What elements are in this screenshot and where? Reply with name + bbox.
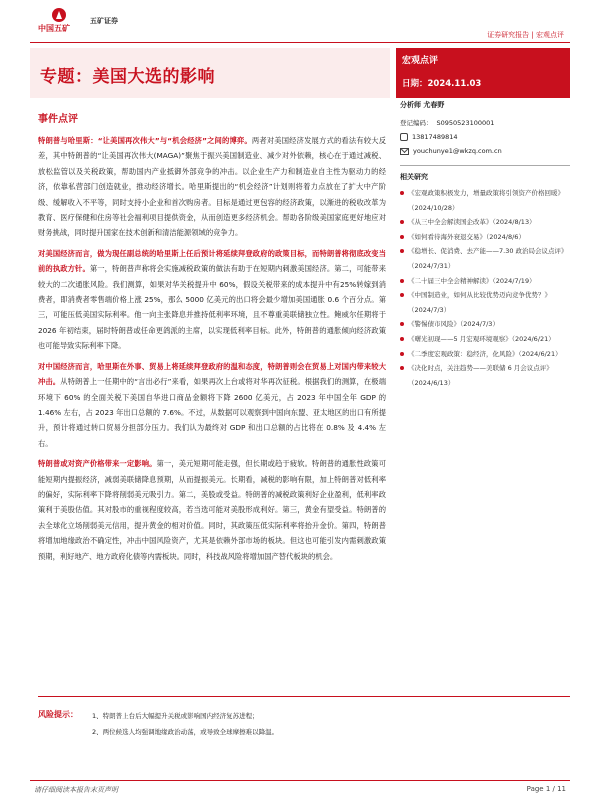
paragraph-text: 从特朗普上一任期中的“言出必行”来看，如果再次上台或将对华再次征税。根据我们的测算，在极端环境下 60% 的全面关税下美国自华进口商品金额将下降 2600 亿美元，占 2023 年中国全年 GDP 的 1.46% 左右，占 2023 年出口总额的 7.6%。不过，从数据可以观察到中国向东盟、亚太地区的出口有所提升，预计将通过转口贸易分担部分压力。我们认为最终对 GDP 和出口总额的占比将在 0.8% 及 4.4% 左右。 (38, 377, 387, 448)
related-item[interactable]: 《二季度宏观政策：稳经济，化风险》（2024/6/21） (400, 347, 570, 362)
paragraph (38, 359, 386, 451)
risk-item: 1、特朗普上台后大幅提升关税或影响国内经济复苏进程； (92, 712, 259, 720)
related-item[interactable]: 《从三中全会解读国企改革》（2024/8/13） (400, 215, 570, 230)
report-date (402, 77, 481, 89)
footer-disclaimer: 请仔细阅读本报告末页声明 (34, 786, 118, 794)
report-category: 宏观点评 (402, 56, 439, 66)
related-list (400, 186, 570, 390)
risk-section (38, 696, 570, 740)
related-item[interactable]: 《决化时点，关注趋势——美联储 6 月会议点评》（2024/6/13） (400, 361, 570, 390)
related-item[interactable]: 《稳增长、促消费、去产能——7.30 政治局会议点评》（2024/7/31） (400, 244, 570, 273)
company-logo (38, 6, 128, 36)
risk-label: 风险提示： (38, 710, 78, 719)
report-type: 证券研究报告 | 宏观点评 (487, 31, 564, 39)
date-value: 2024.11.03 (427, 79, 482, 89)
footer (30, 780, 570, 800)
email-link[interactable]: youchunye1@wkzq.com.cn (413, 147, 502, 155)
phone-row (400, 130, 570, 144)
paragraph-lead: 特朗普或对资产价格带来一定影响。 (38, 459, 157, 469)
related-item[interactable]: 《曙光初现——5 月宏观环境观察》（2024/6/21） (400, 332, 570, 347)
risk-items (92, 703, 278, 740)
related-item[interactable]: 《如何看待海外衰退交易》（2024/8/6） (400, 230, 570, 245)
phone-icon (400, 133, 408, 141)
reg-code: S0950523100001 (436, 119, 495, 127)
analyst-info (400, 116, 570, 158)
section-title: 事件点评 (38, 114, 78, 125)
related-item[interactable]: 《中国制造业，如何从比较优势迈向竞争优势？》（2024/7/3） (400, 288, 570, 317)
reg-code-label: 登记编码： (400, 119, 433, 127)
sidebar (400, 98, 570, 390)
date-label: 日期： (402, 79, 428, 89)
paragraph (38, 133, 386, 241)
risk-row (38, 703, 570, 740)
email-row (400, 144, 570, 158)
paragraph-lead: 对美国经济而言，做为现任副总统的哈里斯上任后预计将延续拜登政府的政策目标，而特朗普将彻底改变当前的执政方针。 (38, 248, 386, 274)
page-title: 专题：美国大选的影响 (40, 67, 215, 87)
company-name: 五矿证券 (90, 17, 118, 25)
risk-item: 2、两位候选人均强调地缘政治动荡，或导致全球摩擦难以降温。 (92, 728, 279, 736)
risk-divider (38, 696, 570, 697)
related-title: 相关研究 (400, 173, 428, 181)
paragraph-lead: 特朗普与哈里斯：“让美国再次伟大”与“机会经济”之间的博弈。 (38, 136, 252, 145)
sidebar-divider (400, 165, 570, 166)
logo-icon (52, 8, 66, 22)
main-content (38, 110, 386, 569)
related-item[interactable]: 《宏观政策积极发力，增量政策将引领资产价格回暖》（2024/10/28） (400, 186, 570, 215)
paragraph (38, 246, 386, 354)
header-divider (30, 42, 570, 43)
related-item[interactable]: 《二十届三中全会精神解读》（2024/7/19） (400, 274, 570, 289)
paragraph-text: 第一，美元短期可能走强，但长期或趋于疲软。特朗普的通胀性政策可能短期内提振经济，减弱美联储降息预期，从而提振美元。长期看，减税的影响有限，加上特朗普对低利率的偏好，实际利率下降将削弱美元吸引力。第二，美股或受益。特朗普的减税政策利好企业盈利，低利率政策利于美股估值。其对股市的重视程度较高，若当选可能对美股形成利好。第三，黄金有望受益。特朗普的去全球化立场削弱美元信用，提升黄金的相对价值。同时，其政策压低实际利率将抬升金价。第四，特朗普将增加地缘政治不确定性，冲击中国风险资产，尤其是依赖外部市场的板块。但这也可能引发内需刺激政策预期，利好地产、地方政府化债等内需板块。同时，科技战风险将增加国产替代板块的机会。 (38, 459, 387, 561)
paragraph-text: 第一，特朗普声称将会实施减税政策的做法有助于在短期内刺激美国经济。第二，可能带来较大的二次通胀风险。我们测算，如果对华关税提升中 60%，假设关税带来的成本提升中有25%转嫁到消费者，即消费者零售端价格上涨 25%，那么 5000 亿美元的出口将会最少增加美国通胀 0.6 个百分点。第三，可能压低美国实际利率。他一向主张降息并推持低利率环境，且不尊重美联储独立性。鲍威尔任期将于 2026 年初结束，届时特朗普或任命更鸽派的主席，以实现低利率目标。此外，特朗普的通胀倾向经济政策也可能导致实际利率下降。 (38, 264, 387, 351)
title-band (30, 48, 390, 98)
logo-text: 中国五矿 (38, 24, 70, 33)
paragraph-text: 两者对美国经济发展方式的看法有较大反差，其中特朗普的“让美国再次伟大(MAGA)”聚焦于振兴美国制造业、减少对外依赖，核心在于通过减税、放松监管以及关税政策，帮助国内产业抵御外部竞争的冲击。以企业生产力和制造业自主性为驱动力的经济，依靠私营部门创造就业，推动经济增长。哈里斯提出的“机会经济”计划则将着力点放在了扩大中产阶级、缓解收入不平等，同时支持小企业和首次购房者。目标是通过更包容的经济政策，以渐进的税收改革为教育、医疗保健和住房等社会福利项目提供资金，从而创造更多经济机会。帮助各阶级美国家庭更好地应对财务挑战，同时提升国家在技术创新和清洁能源领域的竞争力。 (38, 136, 387, 238)
mail-icon (400, 148, 409, 155)
phone-number: 13817489814 (412, 133, 458, 141)
page-number: Page 1 / 11 (526, 785, 566, 793)
related-item[interactable]: 《警惕债市风险》（2024/7/3） (400, 317, 570, 332)
analyst-name: 分析师 尤春野 (400, 101, 445, 109)
paragraph-lead: 对中国经济而言，哈里斯在外事、贸易上将延续拜登政府的温和态度，特朗普则会在贸易上对国内带来较大冲击。 (38, 361, 386, 387)
paragraph (38, 456, 386, 564)
reg-code-row (400, 116, 570, 130)
side-header (396, 48, 570, 98)
